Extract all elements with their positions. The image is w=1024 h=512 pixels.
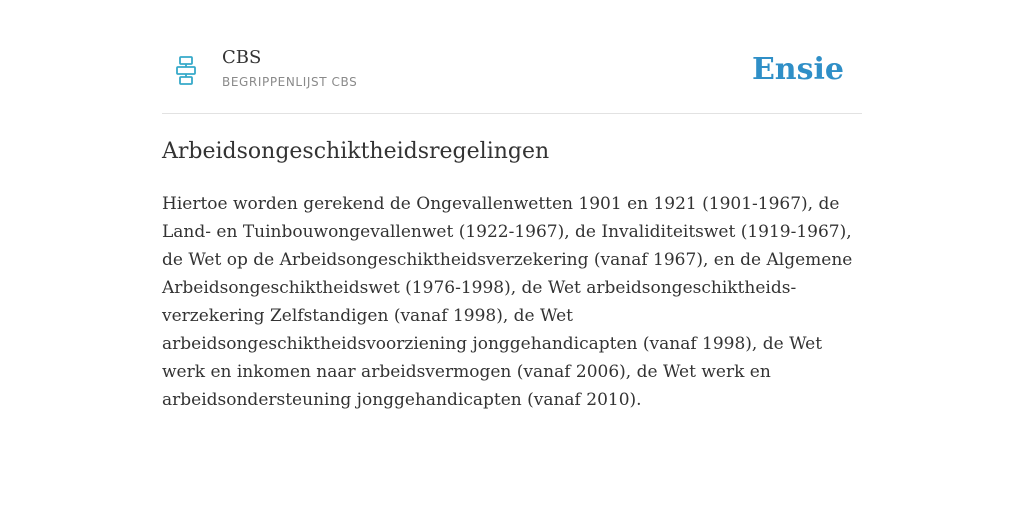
source-subtitle[interactable]: BEGRIPPENLIJST CBS (222, 75, 358, 89)
definition-line: de Wet op de Arbeidsongeschiktheidsverzekering (vanaf 1967), en de Algemene (162, 250, 853, 270)
definition-line: verzekering Zelfstandigen (vanaf 1998), de Wet (162, 306, 574, 326)
definition-text (162, 190, 862, 414)
source-name[interactable]: CBS (222, 47, 262, 68)
definition-line: werk en inkomen naar arbeidsvermogen (vanaf 2006), de Wet werk en (162, 362, 771, 382)
cbs-logo-icon (174, 54, 198, 88)
definition-line: Hiertoe worden gerekend de Ongevallenwetten 1901 en 1921 (1901-1967), de (162, 194, 840, 214)
term-title: Arbeidsongeschiktheidsregelingen (162, 139, 550, 164)
definition-line: arbeidsondersteuning jonggehandicapten (vanaf 2010). (162, 390, 642, 410)
definition-line: arbeidsongeschiktheidsvoorziening jonggehandicapten (vanaf 1998), de Wet (162, 334, 823, 354)
ensie-logo-link[interactable]: Ensie (751, 52, 844, 87)
definition-line: Land- en Tuinbouwongevallenwet (1922-1967), de Invaliditeitswet (1919-1967), (162, 222, 852, 242)
definition-line: Arbeidsongeschiktheidswet (1976-1998), de Wet arbeidsongeschiktheids- (162, 278, 797, 298)
header (162, 40, 862, 114)
